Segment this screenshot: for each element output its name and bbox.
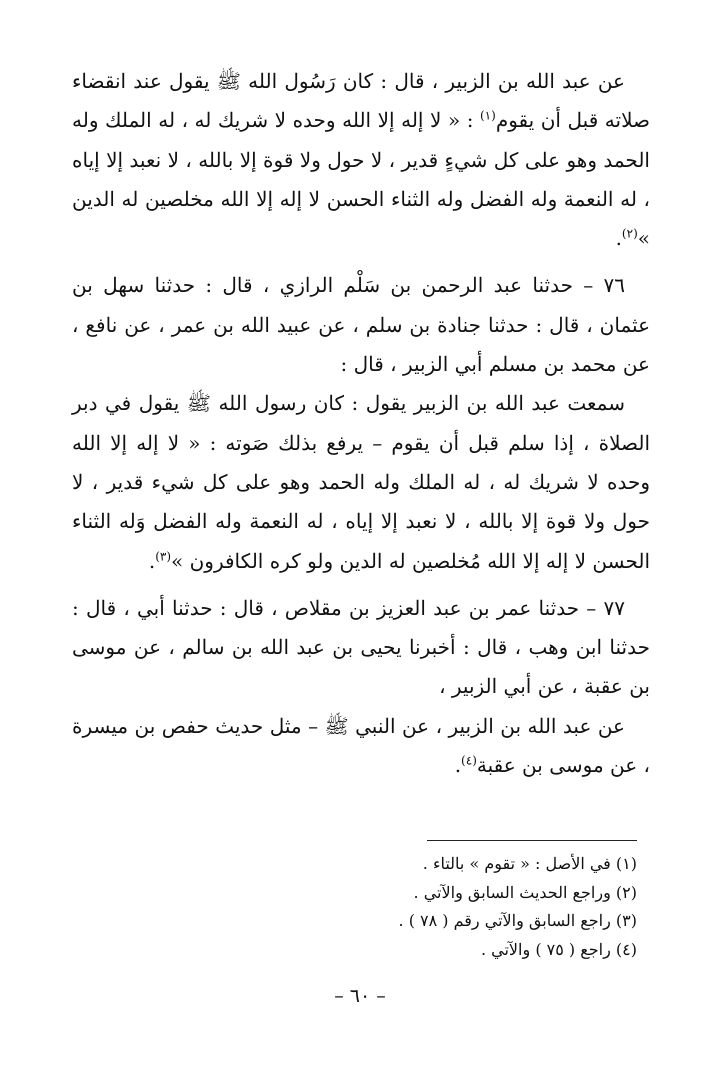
hadith-76-matn bbox=[72, 384, 650, 580]
hadith-76-end: . bbox=[148, 548, 156, 573]
main-text bbox=[72, 62, 650, 785]
footnote-1: (١) في الأصل : « تقوم » بالتاء . bbox=[422, 854, 637, 873]
footnote-2: (٢) وراجع الحديث السابق والآتي . bbox=[413, 882, 637, 902]
footnote-ref-2: (٢) bbox=[621, 226, 638, 241]
page-number: – ٦٠ – bbox=[334, 985, 386, 1007]
footnote-divider bbox=[427, 840, 637, 841]
hadith-77-matn-text: عن عبد الله بن الزبير ، عن النبي ﷺ – مثل حديث حفص بن ميسرة ، عن موسى بن عقبة bbox=[72, 713, 650, 778]
footnotes bbox=[187, 850, 637, 964]
hadith-76-isnad: ٧٦ – حدثنا عبد الرحمن بن سَلْم الرازي ، قال : حدثنا سهل بن عثمان ، قال : حدثنا جنادة بن سلم ، عن عبيد الله بن عمر ، عن نافع ، عن محمد بن مسلم أبي الزبير ، قال : bbox=[72, 273, 650, 377]
hadith-75-continuation bbox=[72, 62, 650, 258]
hadith-76-matn-text: سمعت عبد الله بن الزبير يقول : كان رسول الله ﷺ يقول في دبر الصلاة ، إذا سلم قبل أن يقوم – يرفع بذلك صَوته : « لا إله إلا الله وحده لا شريك له ، له الملك وله الحمد وهو على كل شيء قدير ، لا حول ولا قوة إلا بالله ، لا نعبد إلا إياه ، له النعمة وله الفضل وَله الثناء الحسن لا إله إلا الله مُخلصين له الدين ولو كره الكافرون » bbox=[72, 391, 650, 573]
hadith-75-end: . bbox=[615, 226, 622, 251]
hadith-77-end: . bbox=[454, 753, 462, 778]
footnote-4: (٤) راجع ( ٧٥ ) والآتي . bbox=[480, 939, 637, 959]
hadith-77-isnad: ٧٧ – حدثنا عمر بن عبد العزيز بن مقلاص ، قال : حدثنا أبي ، قال : حدثنا ابن وهب ، قال : أخبرنا يحيى بن عبد الله بن سالم ، عن موسى بن عقبة ، عن أبي الزبير ، bbox=[72, 595, 650, 699]
footnote-ref-4: (٤) bbox=[461, 753, 477, 768]
footnote-3: (٣) راجع السابق والآتي رقم ( ٧٨ ) . bbox=[398, 911, 637, 930]
footnote-ref-1: (١) bbox=[479, 108, 496, 123]
hadith-75-text-b: : « لا إله إلا الله وحده لا شريك له ، له الملك وله الحمد وهو على كل شيءٍ قدير ، لا حول ولا قوة إلا بالله ، لا نعبد إلا إياه ، له النعمة وله الفضل وله الثناء الحسن لا إله إلا الله مخلصين له الدين » bbox=[72, 108, 650, 251]
hadith-77-matn bbox=[72, 707, 650, 786]
hadith-75-text-a: عن عبد الله بن الزبير ، قال : كان رَسُول الله ﷺ يقول عند انقضاء صلاته قبل أن يقوم bbox=[72, 69, 650, 133]
footnote-ref-3: (٣) bbox=[155, 548, 172, 563]
